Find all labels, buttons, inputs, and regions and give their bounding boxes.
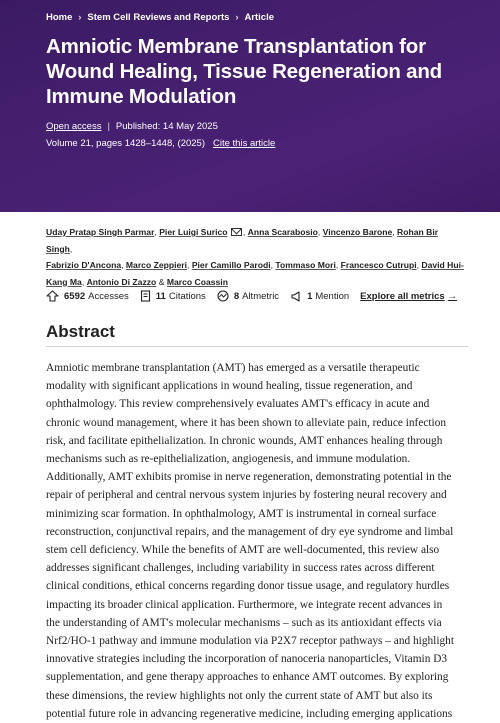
author-link[interactable]: Tommaso Mori (275, 260, 336, 270)
author-conjunction: & (158, 276, 165, 287)
arrow-right-icon: → (447, 290, 458, 302)
mention-metric: 1 Mention (290, 290, 349, 302)
article-volume-row (46, 138, 454, 149)
breadcrumb-journal-link[interactable]: Stem Cell Reviews and Reports (87, 11, 230, 23)
author-link[interactable]: Kang Ma (46, 276, 82, 287)
author-link[interactable]: Uday Pratap Singh Parmar (46, 227, 155, 237)
author-link[interactable]: Marco Zeppieri (125, 260, 188, 270)
chevron-right-icon: › (78, 12, 82, 22)
author-link[interactable]: Vincenzo Barone (322, 227, 393, 237)
author-link[interactable]: Fabrizio D'Ancona (46, 260, 122, 270)
article-title: Amniotic Membrane Transplantation for Wound Healing, Tissue Regeneration and Immune Modulation (46, 35, 443, 108)
accesses-metric: 6592 Accesses (46, 290, 129, 302)
altmetric-icon (217, 290, 229, 302)
open-access-link[interactable]: Open access (46, 121, 102, 132)
altmetric-metric: 8 Altmetric (217, 290, 279, 302)
metrics-bar (46, 290, 466, 302)
published-date: Published: 14 May 2025 (115, 121, 218, 132)
megaphone-icon (290, 290, 302, 302)
cite-article-link[interactable]: Cite this article (213, 138, 276, 149)
breadcrumb (46, 10, 454, 24)
abstract-heading: Abstract (46, 322, 115, 341)
volume-info: Volume 21, pages 1428–1448, (2025) (46, 138, 205, 149)
abstract-text: Amniotic membrane transplantation (AMT) has emerged as a versatile therapeutic modality with significant applications in wound healing, tissue regeneration, and ophthalmology. This review comprehensively evaluates AMT's efficacy in acute and chronic wound management, where it has been shown to alleviate pain, reduce infection risk, and facilitate epithelialization. In chronic wounds, AMT enhances healing through mechanisms such as re-epithelialization, angiogenesis, and immune modulation. Additionally, AMT exhibits promise in nerve regeneration, demonstrating potential in the repair of peripheral and central nervous system injuries by fostering neural recovery and minimizing scar formation. In ophthalmology, AMT is instrumental in corneal surface reconstruction, conjunctival repairs, and the management of dry eye syndrome and limbal stem cell deficiency. While the benefits of AMT are well-documented, this review also addresses significant challenges, including variability in success rates across different clinical conditions, ethical concerns regarding donor tissue usage, and regulatory hurdles impacting its broader clinical application. Furthermore, we integrate recent advances in the understanding of AMT's molecular mechanisms – such as its antioxidant effects via Nrf2/HO-1 pathway and immune modulation via P2X7 receptor pathways – and highlight innovative strategies including the incorporation of nanoceria nanoparticles, Vitamin D3 supplementation, and gene therapy approaches to enhance AMT outcomes. By exploring these dimensions, the review highlights not only the current state of AMT but also its potential future role in advancing regenerative medicine, including emerging applications (46, 362, 454, 720)
chevron-right-icon: › (235, 12, 239, 22)
author-link[interactable]: Pier Camillo Parodi (191, 260, 271, 270)
author-link[interactable]: Francesco Cutrupi (340, 260, 417, 270)
author-link[interactable]: Pier Luigi Surico (159, 227, 228, 237)
author-link[interactable]: Rohan Bir Singh (46, 227, 439, 254)
author-link[interactable]: Anna Scarabosio (247, 227, 318, 237)
author-link[interactable]: David Hui- (421, 260, 464, 270)
article-header (0, 0, 500, 212)
explore-metrics-link[interactable]: Explore all metrics → (360, 290, 458, 302)
breadcrumb-current: Article (244, 11, 275, 23)
author-link[interactable]: Antonio Di Zazzo (86, 276, 157, 287)
article-meta (46, 121, 454, 132)
email-icon[interactable] (231, 228, 242, 236)
author-list: Uday Pratap Singh Parmar, Pier Luigi Surico , Anna Scarabosio, Vincenzo Barone, Rohan Bir Singh, Fabrizio D'Ancona, Marco Zeppieri, Pier Camillo Parodi, Tommaso Mori, Francesco Cutrupi, David Hui- Kang Ma, Antonio Di Zazzo & Marco Coassin (46, 227, 464, 287)
author-link[interactable]: Marco Coassin (166, 276, 228, 287)
accesses-icon (46, 290, 59, 302)
citations-metric: 11 Citations (140, 290, 206, 302)
divider (46, 346, 468, 347)
breadcrumb-home-link[interactable]: Home (46, 11, 73, 23)
citations-icon (140, 290, 151, 302)
divider: | (107, 121, 110, 132)
